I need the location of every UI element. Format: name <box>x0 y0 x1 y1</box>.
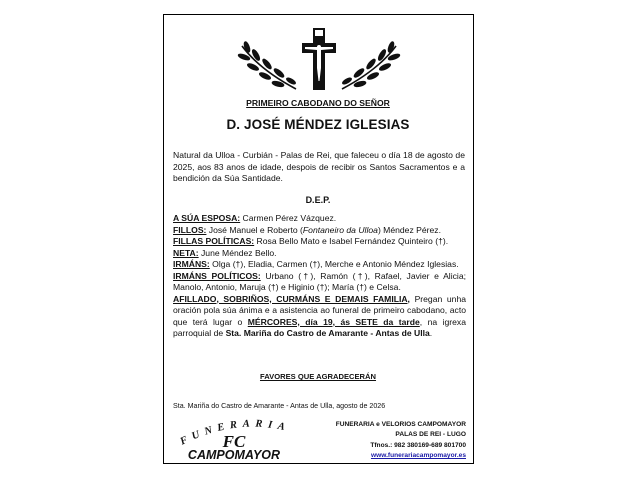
service-time: MÉRCORES, día 19, ás SETE da tarde <box>247 316 420 327</box>
invitation-text-b: , na igrexa parroquial de <box>173 316 466 338</box>
contact-phones: Tfnos.: 982 380169-689 801700 <box>370 441 466 449</box>
children-line <box>173 225 466 237</box>
crucifix-with-laurel-icon <box>236 26 402 92</box>
invitation-text-a: Pregan unha oración pola súa ánima e a asistencia ao funeral de primeiro cabodano, acto que terá lugar o <box>173 293 467 327</box>
contact-website-link[interactable]: www.funerariacampomayor.es <box>370 451 466 459</box>
children-text-italic: Fontaneiro da Ulloa <box>302 224 378 235</box>
in-laws-line <box>173 236 466 248</box>
invitation-end: . <box>429 328 433 338</box>
intro-paragraph: Natural da Ulloa - Curbián - Palas de Rei, que faleceu o día 18 de agosto de 2025, aos 83 anos de idade, despois de recibir os Santos Sacramentos e a bendición da Súa Santidade. <box>173 150 465 184</box>
relatives-label: AFILLADO, SOBRIÑOS, CURMÁNS E DEMAIS FAMILIA, <box>173 293 410 304</box>
deceased-name: D. JOSÉ MÉNDEZ IGLESIAS <box>226 117 410 132</box>
thanks-line: FAVORES QUE AGRADECERÁN <box>259 372 377 381</box>
place-date-line: Sta. Mariña do Castro de Amarante - Antas de Ulla, agosto de 2026 <box>173 402 386 410</box>
service-place: Sta. Mariña do Castro de Amarante - Antas de Ulla <box>225 328 430 338</box>
cross-icon <box>302 28 336 90</box>
contact-company: FUNERARIA e VELORIOS CAMPOMAYOR <box>335 421 466 428</box>
in-laws-text: Rosa Bello Mato e Isabel Fernández Quinteiro (†). <box>254 236 449 246</box>
grandchild-text: June Méndez Bello. <box>198 247 277 258</box>
logo-brand: CAMPOMAYOR <box>187 448 281 462</box>
spouse-text: Carmen Pérez Vázquez. <box>240 213 337 223</box>
notice-heading: PRIMEIRO CABODANO DO SEÑOR <box>246 98 390 108</box>
spouse-line <box>173 213 466 225</box>
siblings-in-law-line <box>173 271 466 294</box>
siblings-in-law-label: IRMÁNS POLÍTICOS: <box>173 270 261 281</box>
family-list <box>173 213 466 340</box>
laurel-right-icon <box>342 41 401 89</box>
children-label: FILLOS: <box>173 224 207 235</box>
children-text-b: ) Méndez Pérez. <box>377 224 441 235</box>
logo-arc-text: FUNERARIA <box>178 418 292 448</box>
dep-line: D.E.P. <box>305 195 331 205</box>
contact-location: PALAS DE REI - LUGO <box>395 431 466 439</box>
logo-monogram: FC <box>222 432 246 451</box>
in-laws-label: FILLAS POLÍTICAS: <box>173 236 255 246</box>
grandchild-label: NETA: <box>173 247 199 258</box>
siblings-label: IRMÁNS: <box>173 259 210 269</box>
siblings-line <box>173 259 466 271</box>
grandchild-line <box>173 248 466 260</box>
siblings-in-law-text: Urbano (†), Ramón (†), Rafael, Javier e Alicia; Manolo, Antonio, Maruja (†) e Higinio (†); María (†) e Celsa. <box>173 270 466 292</box>
laurel-left-icon <box>238 41 297 89</box>
invitation-paragraph <box>173 294 466 340</box>
siblings-text: Olga (†), Eladia, Carmen (†), Merche e Antonio Méndez Iglesias. <box>209 259 459 269</box>
funeral-home-logo <box>172 418 312 462</box>
spouse-label: A SÚA ESPOSA: <box>173 213 241 223</box>
contact-block <box>320 420 466 461</box>
children-text-a: José Manuel e Roberto ( <box>206 224 303 235</box>
